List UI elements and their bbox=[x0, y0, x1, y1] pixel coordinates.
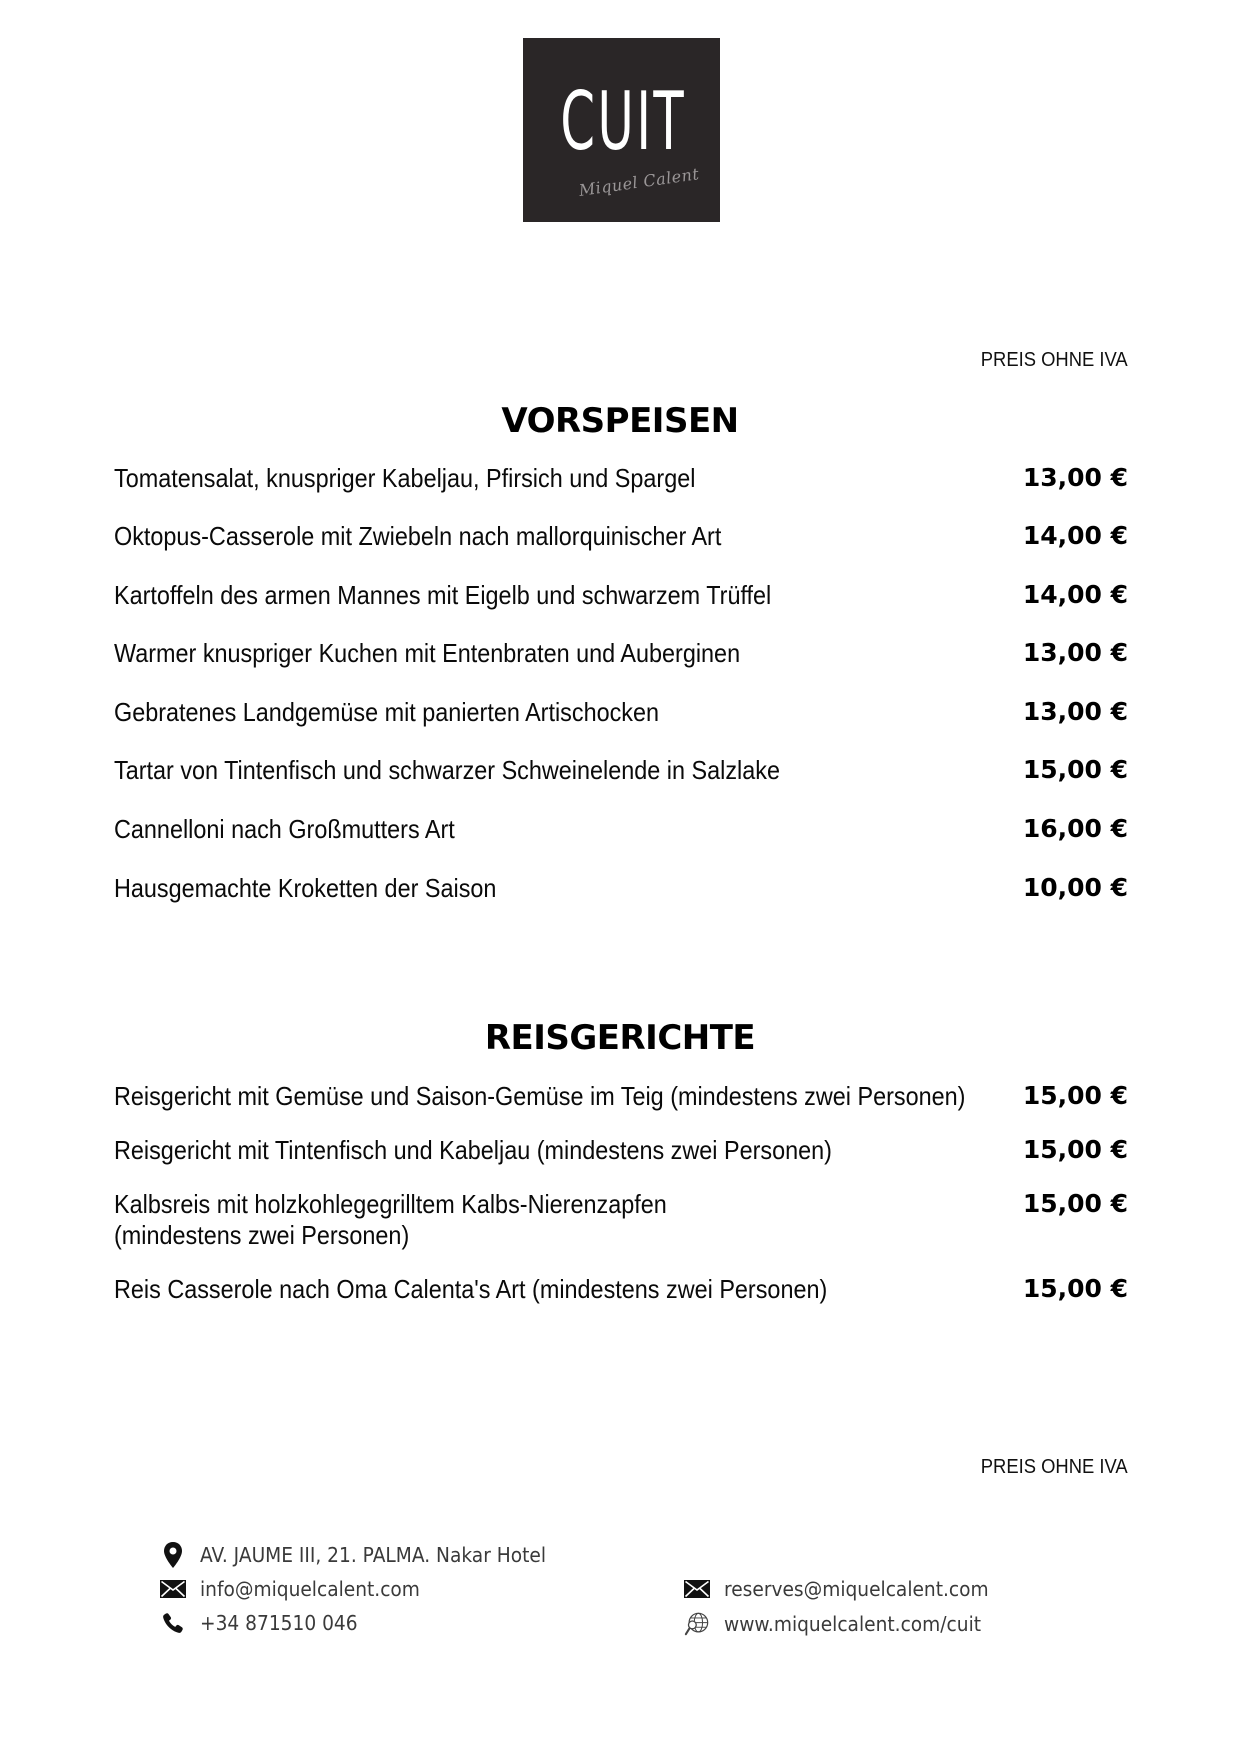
logo-signature: Miquel Calent bbox=[577, 164, 701, 200]
menu-item-name: Warmer knuspriger Kuchen mit Entenbraten und Auberginen bbox=[114, 638, 741, 668]
menu-item-price: 14,00 € bbox=[1022, 580, 1128, 609]
globe-search-icon bbox=[684, 1611, 710, 1637]
footer-website[interactable] bbox=[684, 1609, 1000, 1639]
menu-item bbox=[114, 463, 1128, 497]
footer-phone[interactable] bbox=[160, 1608, 369, 1638]
menu-item-price: 15,00 € bbox=[1022, 755, 1128, 784]
menu-item bbox=[114, 521, 1128, 555]
menu-item bbox=[114, 1274, 1128, 1308]
menu-item-price: 13,00 € bbox=[1022, 463, 1128, 492]
menu-item bbox=[114, 1189, 1128, 1253]
email-info-link[interactable]: info@miquelcalent.com bbox=[200, 1577, 420, 1601]
menu-item-name: Reis Casserole nach Oma Calenta's Art (mindestens zwei Personen) bbox=[114, 1274, 828, 1304]
menu-item-price: 15,00 € bbox=[1022, 1081, 1128, 1110]
footer-email-reserves[interactable] bbox=[684, 1574, 1009, 1604]
envelope-icon bbox=[160, 1576, 186, 1602]
menu-item-price: 14,00 € bbox=[1022, 521, 1128, 550]
menu-item-price: 15,00 € bbox=[1022, 1189, 1128, 1218]
menu-item-name-line2: (mindestens zwei Personen) bbox=[114, 1220, 410, 1250]
email-reserves-link[interactable]: reserves@miquelcalent.com bbox=[724, 1577, 989, 1601]
price-note-top: PREIS OHNE IVA bbox=[981, 349, 1128, 371]
menu-item bbox=[114, 638, 1128, 672]
envelope-icon bbox=[684, 1576, 710, 1602]
section-heading-vorspeisen: VORSPEISEN bbox=[501, 401, 739, 441]
menu-item-name: Oktopus-Casserole mit Zwiebeln nach mallorquinischer Art bbox=[114, 521, 722, 551]
logo-title: CUIT bbox=[560, 75, 687, 168]
menu-item-name: Hausgemachte Kroketten der Saison bbox=[114, 873, 497, 903]
menu-item-price: 13,00 € bbox=[1022, 697, 1128, 726]
menu-item-name: Tartar von Tintenfisch und schwarzer Schweinelende in Salzlake bbox=[114, 755, 780, 785]
menu-item bbox=[114, 1135, 1128, 1169]
restaurant-logo bbox=[523, 38, 720, 222]
menu-item bbox=[114, 580, 1128, 614]
section-heading-reisgerichte: REISGERICHTE bbox=[484, 1018, 756, 1058]
menu-item bbox=[114, 697, 1128, 731]
menu-item-price: 15,00 € bbox=[1022, 1274, 1128, 1303]
menu-item bbox=[114, 873, 1128, 907]
phone-icon bbox=[160, 1610, 186, 1636]
phone-text[interactable]: +34 871510 046 bbox=[200, 1611, 358, 1635]
website-link[interactable]: www.miquelcalent.com/cuit bbox=[724, 1612, 982, 1636]
menu-item-name: Tomatensalat, knuspriger Kabeljau, Pfirsich und Spargel bbox=[114, 463, 696, 493]
menu-item-name: Reisgericht mit Gemüse und Saison-Gemüse im Teig (mindestens zwei Personen) bbox=[114, 1081, 966, 1111]
menu-item bbox=[114, 814, 1128, 848]
menu-item-price: 10,00 € bbox=[1022, 873, 1128, 902]
price-note-bottom: PREIS OHNE IVA bbox=[981, 1456, 1128, 1478]
map-pin-icon bbox=[160, 1542, 186, 1568]
menu-item bbox=[114, 1081, 1128, 1115]
menu-item-name: Reisgericht mit Tintenfisch und Kabeljau (mindestens zwei Personen) bbox=[114, 1135, 832, 1165]
menu-item-price: 15,00 € bbox=[1022, 1135, 1128, 1164]
address-text: AV. JAUME III, 21. PALMA. Nakar Hotel bbox=[200, 1543, 547, 1567]
menu-item-name: Gebratenes Landgemüse mit panierten Artischocken bbox=[114, 697, 660, 727]
menu-item bbox=[114, 755, 1128, 789]
menu-item-name: Cannelloni nach Großmutters Art bbox=[114, 814, 455, 844]
menu-item-price: 16,00 € bbox=[1022, 814, 1128, 843]
menu-item-name: Kalbsreis mit holzkohlegegrilltem Kalbs-Nierenzapfen bbox=[114, 1189, 667, 1219]
footer-address bbox=[160, 1540, 572, 1570]
menu-item-name: Kartoffeln des armen Mannes mit Eigelb und schwarzem Trüffel bbox=[114, 580, 772, 610]
menu-item-price: 13,00 € bbox=[1022, 638, 1128, 667]
footer-email-info[interactable] bbox=[160, 1574, 436, 1604]
